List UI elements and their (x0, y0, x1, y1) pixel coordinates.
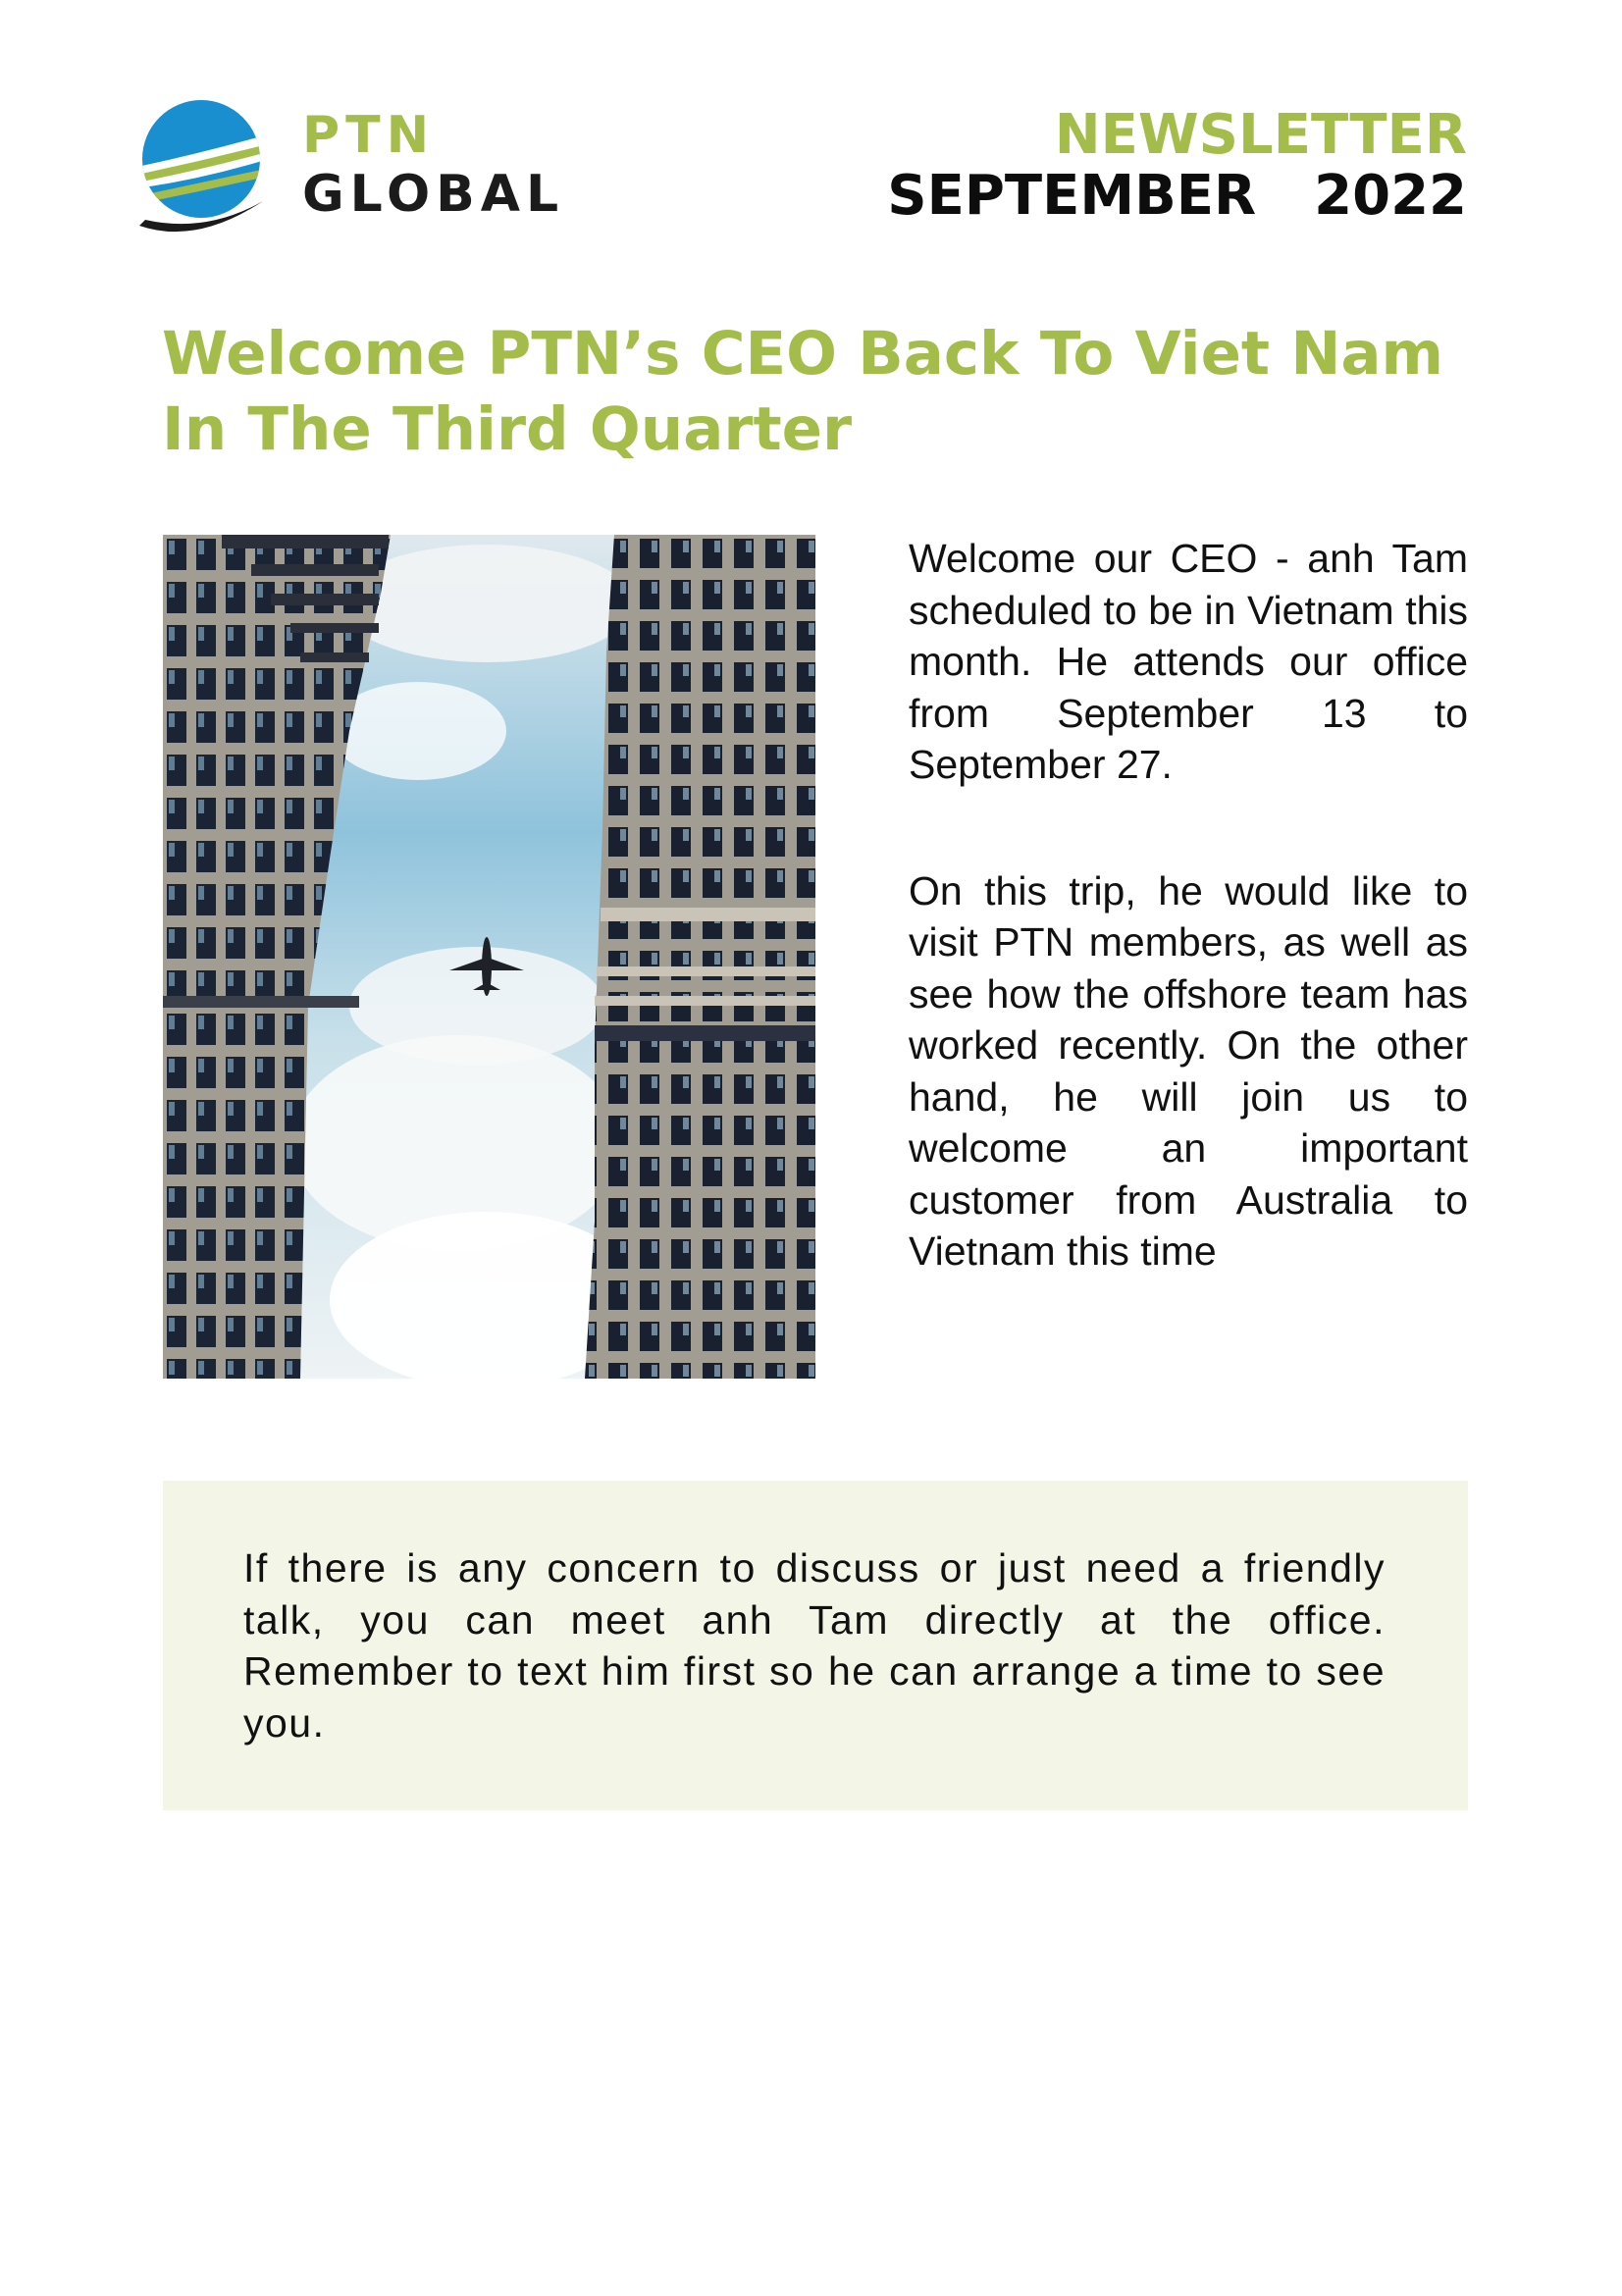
masthead (887, 103, 1467, 228)
article-headline: Welcome PTN’s CEO Back To Viet Nam In The Third Quarter (162, 319, 1444, 464)
logo-text-global: GLOBAL (302, 165, 565, 224)
article-paragraph: On this trip, he would like to visit PTN members, as well as see how the offshore team has worked recently. On the other hand, he will join us to welcome an important customer from Australia to Vietnam this time (909, 867, 1468, 1274)
issue-date: SEPTEMBER 2022 (887, 164, 1467, 228)
newsletter-label: NEWSLETTER (1054, 103, 1467, 167)
globe-logo-icon (137, 98, 270, 245)
logo-text-ptn: PTN (302, 106, 436, 165)
callout-box (163, 1481, 1468, 1810)
article-paragraph: Welcome our CEO - anh Tam scheduled to be in Vietnam this month. He attends our office from September 13 to September 27. (909, 536, 1468, 787)
company-logo (137, 98, 565, 245)
airplane-between-skyscrapers-photo (163, 535, 815, 1379)
article-body (909, 533, 1468, 1278)
callout-text: If there is any concern to discuss or just need a friendly talk, you can meet anh Tam directly at the office. Remember to text him first so he can arrange a time to see you. (243, 1545, 1386, 1746)
